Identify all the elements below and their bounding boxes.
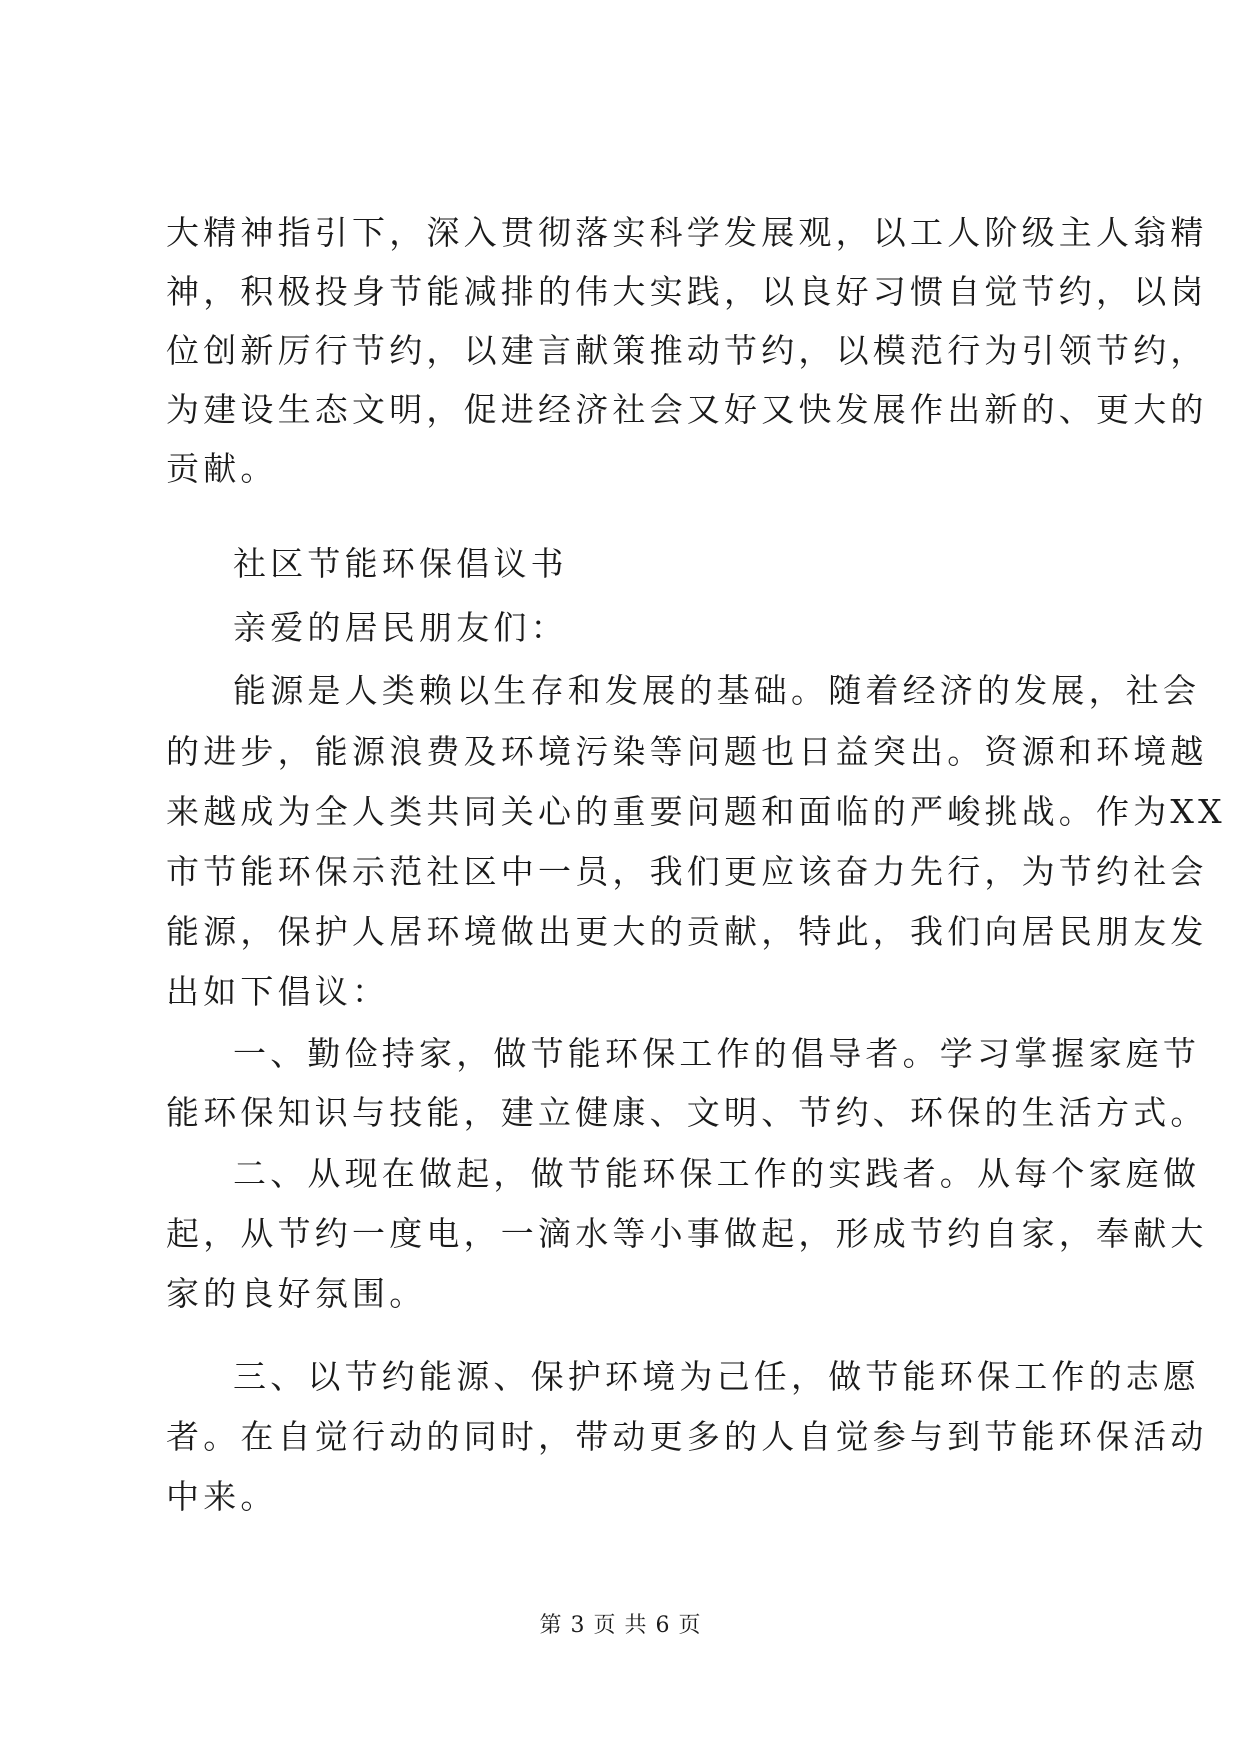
text-line: 大精神指引下，深入贯彻落实科学发展观，以工人阶级主人翁精 (166, 213, 1208, 252)
paragraph-line: 来越成为全人类共同关心的重要问题和面临的严峻挑战。作为XX (166, 792, 1226, 831)
text-line: 神，积极投身节能减排的伟大实践，以良好习惯自觉节约，以岗 (166, 272, 1208, 311)
paragraph-line: 市节能环保示范社区中一员，我们更应该奋力先行，为节约社会 (166, 852, 1208, 891)
proposal-2-line: 起，从节约一度电，一滴水等小事做起，形成节约自家，奉献大 (166, 1214, 1208, 1253)
proposal-1-line: 一、勤俭持家，做节能环保工作的倡导者。学习掌握家庭节 (233, 1034, 1201, 1073)
proposal-3-line: 三、以节约能源、保护环境为己任，做节能环保工作的志愿 (233, 1357, 1201, 1396)
paragraph-line: 能源，保护人居环境做出更大的贡献，特此，我们向居民朋友发 (166, 912, 1208, 951)
text-line: 贡献。 (166, 449, 278, 488)
section-title: 社区节能环保倡议书 (233, 544, 568, 583)
paragraph-line: 出如下倡议： (166, 972, 390, 1011)
proposal-2-line: 二、从现在做起，做节能环保工作的实践者。从每个家庭做 (233, 1154, 1201, 1193)
text-line: 位创新厉行节约，以建言献策推动节约，以模范行为引领节约， (166, 331, 1208, 370)
text-line: 为建设生态文明，促进经济社会又好又快发展作出新的、更大的 (166, 390, 1208, 429)
proposal-3-line: 者。在自觉行动的同时，带动更多的人自觉参与到节能环保活动 (166, 1417, 1208, 1456)
page-number-footer: 第 3 页 共 6 页 (539, 1613, 702, 1638)
salutation: 亲爱的居民朋友们： (233, 608, 568, 647)
proposal-3-line: 中来。 (166, 1477, 278, 1516)
proposal-2-line: 家的良好氛围。 (166, 1274, 427, 1313)
paragraph-line: 的进步，能源浪费及环境污染等问题也日益突出。资源和环境越 (166, 732, 1208, 771)
proposal-1-line: 能环保知识与技能，建立健康、文明、节约、环保的生活方式。 (166, 1093, 1208, 1132)
paragraph-line: 能源是人类赖以生存和发展的基础。随着经济的发展，社会 (233, 671, 1201, 710)
